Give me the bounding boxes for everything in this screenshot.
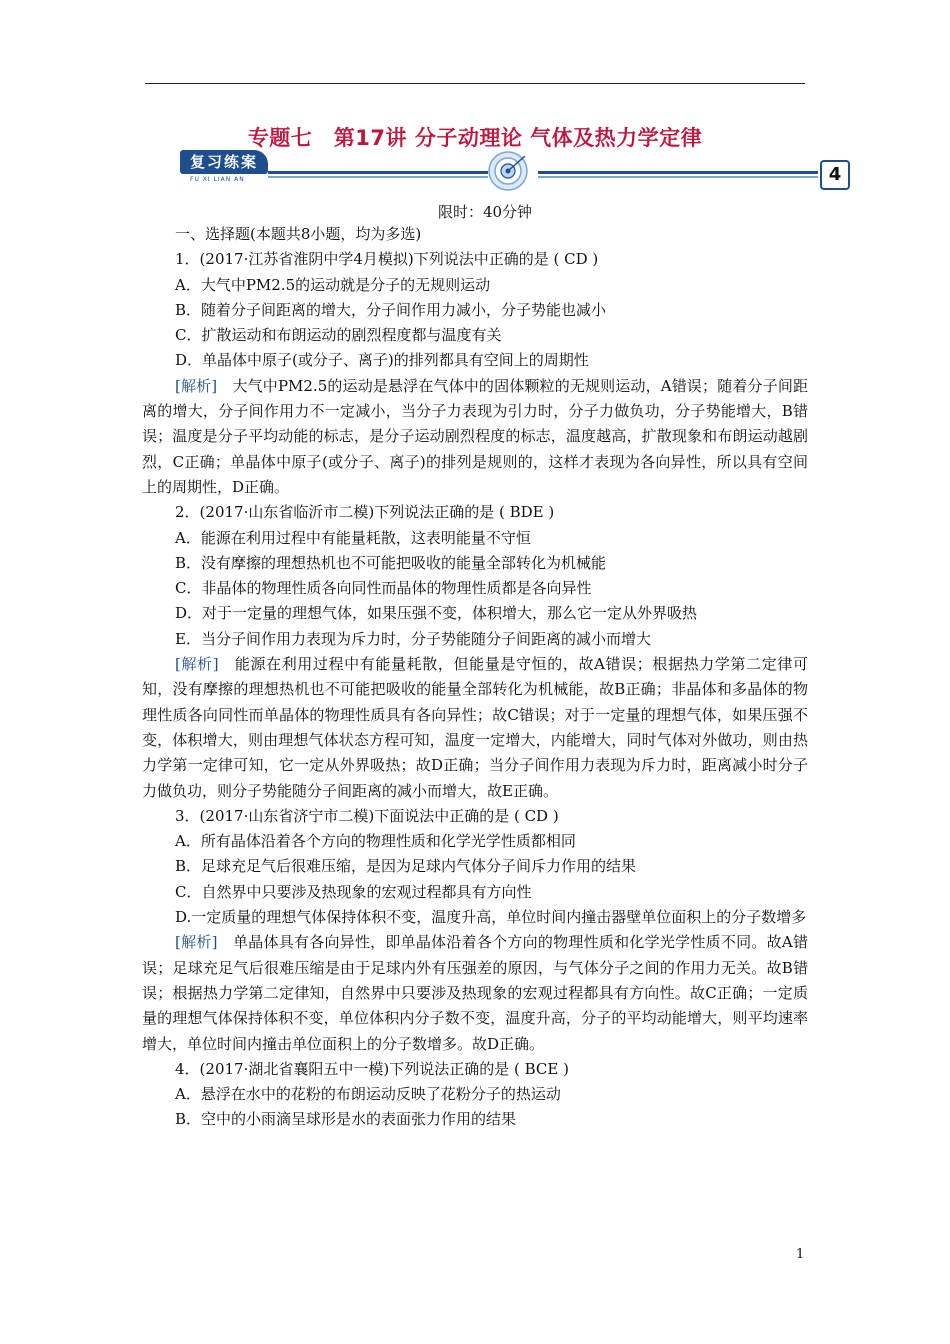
option-c: C．扩散运动和布朗运动的剧烈程度都与温度有关 [175,326,502,345]
option-a: A．大气中PM2.5的运动就是分子的无规则运动 [175,275,491,294]
explanation-tag: [解析] [175,933,218,952]
option-d-text: D.一定质量的理想气体保持体积不变，温度升高，单位时间内撞击器壁单位面积上的分子数增多 [175,908,807,927]
review-badge-pinyin: FU XI LIAN AN [190,176,245,183]
review-badge: 复习练案 [180,150,268,174]
banner-band-right-light [538,176,818,178]
page-title: 专题七 第17讲 分子动理论 气体及热力学定律 [247,126,703,150]
explanation [142,374,808,500]
question-stem: 4．(2017·湖北省襄阳五中一模)下列说法正确的是 ( BCE ) [175,1059,569,1078]
header-rule [145,83,805,84]
banner-band-right [538,171,818,174]
option-d: D．对于一定量的理想气体，如果压强不变，体积增大，那么它一定从外界吸热 [175,604,698,623]
explanation [142,930,808,1056]
banner-band-left [268,171,488,174]
explanation [142,652,808,804]
question-3 [142,804,808,1057]
option-a: A．能源在利用过程中有能量耗散，这表明能量不守恒 [175,528,531,547]
explanation-text: 单晶体具有各向异性，即单晶体沿着各个方向的物理性质和化学光学性质不同。故A错误；足球充足气后很难压缩是由于足球内外有压强差的原因，与气体分子之间的作用力无关。故B错误；根据热力学第二定律知，自然界中只要涉及热现象的宏观过程都具有方向性。故C正确；一定质量的理想气体保持体积不变，单位体积内分子数不变，温度升高，分子的平均动能增大，则平均速率增大，单位时间内撞击单位面积上的分子数增多。故D正确。 [142,933,808,1053]
explanation-tag: [解析] [175,376,218,395]
time-limit: 限时：40分钟 [437,203,533,221]
option-e: E．当分子间作用力表现为斥力时，分子势能随分子间距离的减小而增大 [175,629,651,648]
question-4 [175,1057,808,1133]
option-a: A．悬浮在水中的花粉的布朗运动反映了花粉分子的热运动 [175,1085,561,1104]
option-c: C．非晶体的物理性质各向同性而晶体的物理性质都是各向异性 [175,579,592,598]
target-icon [487,150,529,192]
question-1 [142,247,808,500]
question-stem: 2．(2017·山东省临沂市二模)下列说法正确的是 ( BDE ) [175,503,555,522]
option-b: B．没有摩擦的理想热机也不可能把吸收的能量全部转化为机械能 [175,553,607,572]
option-a: A．所有晶体沿着各个方向的物理性质和化学光学性质都相同 [175,832,576,851]
practice-number: 4 [820,160,850,190]
option-d: D．单晶体中原子(或分子、离子)的排列都具有空间上的周期性 [175,351,589,370]
question-stem: 3．(2017·山东省济宁市二模)下面说法中正确的是 ( CD ) [175,806,559,825]
explanation-text: 能源在利用过程中有能量耗散，但能量是守恒的，故A错误；根据热力学第二定律可知，没有摩擦的理想热机也不可能把吸收的能量全部转化为机械能，故B正确；非晶体和多晶体的物理性质各向同性而单晶体的物理性质具有各向异性；故C错误；对于一定量的理想气体，如果压强不变，体积增大，则由理想气体状态方程可知，温度一定增大，内能增大，同时气体对外做功，则由热力学第一定律可知，它一定从外界吸热；故D正确；当分子间作用力表现为斥力时，距离减小时分子力做负功，则分子势能随分子间距离的减小而增大，故E正确。 [142,655,808,800]
option-c: C．自然界中只要涉及热现象的宏观过程都具有方向性 [175,882,532,901]
option-b: B．足球充足气后很难压缩，是因为足球内气体分子间斥力作用的结果 [175,857,637,876]
banner-band-left-light [268,176,488,178]
option-b: B．空中的小雨滴呈球形是水的表面张力作用的结果 [175,1110,517,1129]
document-body [142,222,808,1133]
option-d [142,905,808,930]
option-b: B．随着分子间距离的增大，分子间作用力减小，分子势能也减小 [175,300,607,319]
question-stem: 1．(2017·江苏省淮阴中学4月模拟)下列说法中正确的是 ( CD ) [175,250,599,269]
section-heading: 一、选择题(本题共8小题，均为多选) [175,225,422,243]
question-2 [142,500,808,804]
explanation-text: 大气中PM2.5的运动是悬浮在气体中的固体颗粒的无规则运动，A错误；随着分子间距离的增大，分子间作用力不一定减小，当分子力表现为引力时，分子力做负功，分子势能增大，B错误；温度是分子平均动能的标志，是分子运动剧烈程度的标志，温度越高，扩散现象和布朗运动越剧烈，C正确；单晶体中原子(或分子、离子)的排列是规则的，这样才表现为各向异性，所以具有空间上的周期性，D正确。 [142,376,808,496]
explanation-tag: [解析] [175,655,219,674]
page-number: 1 [796,1247,805,1262]
